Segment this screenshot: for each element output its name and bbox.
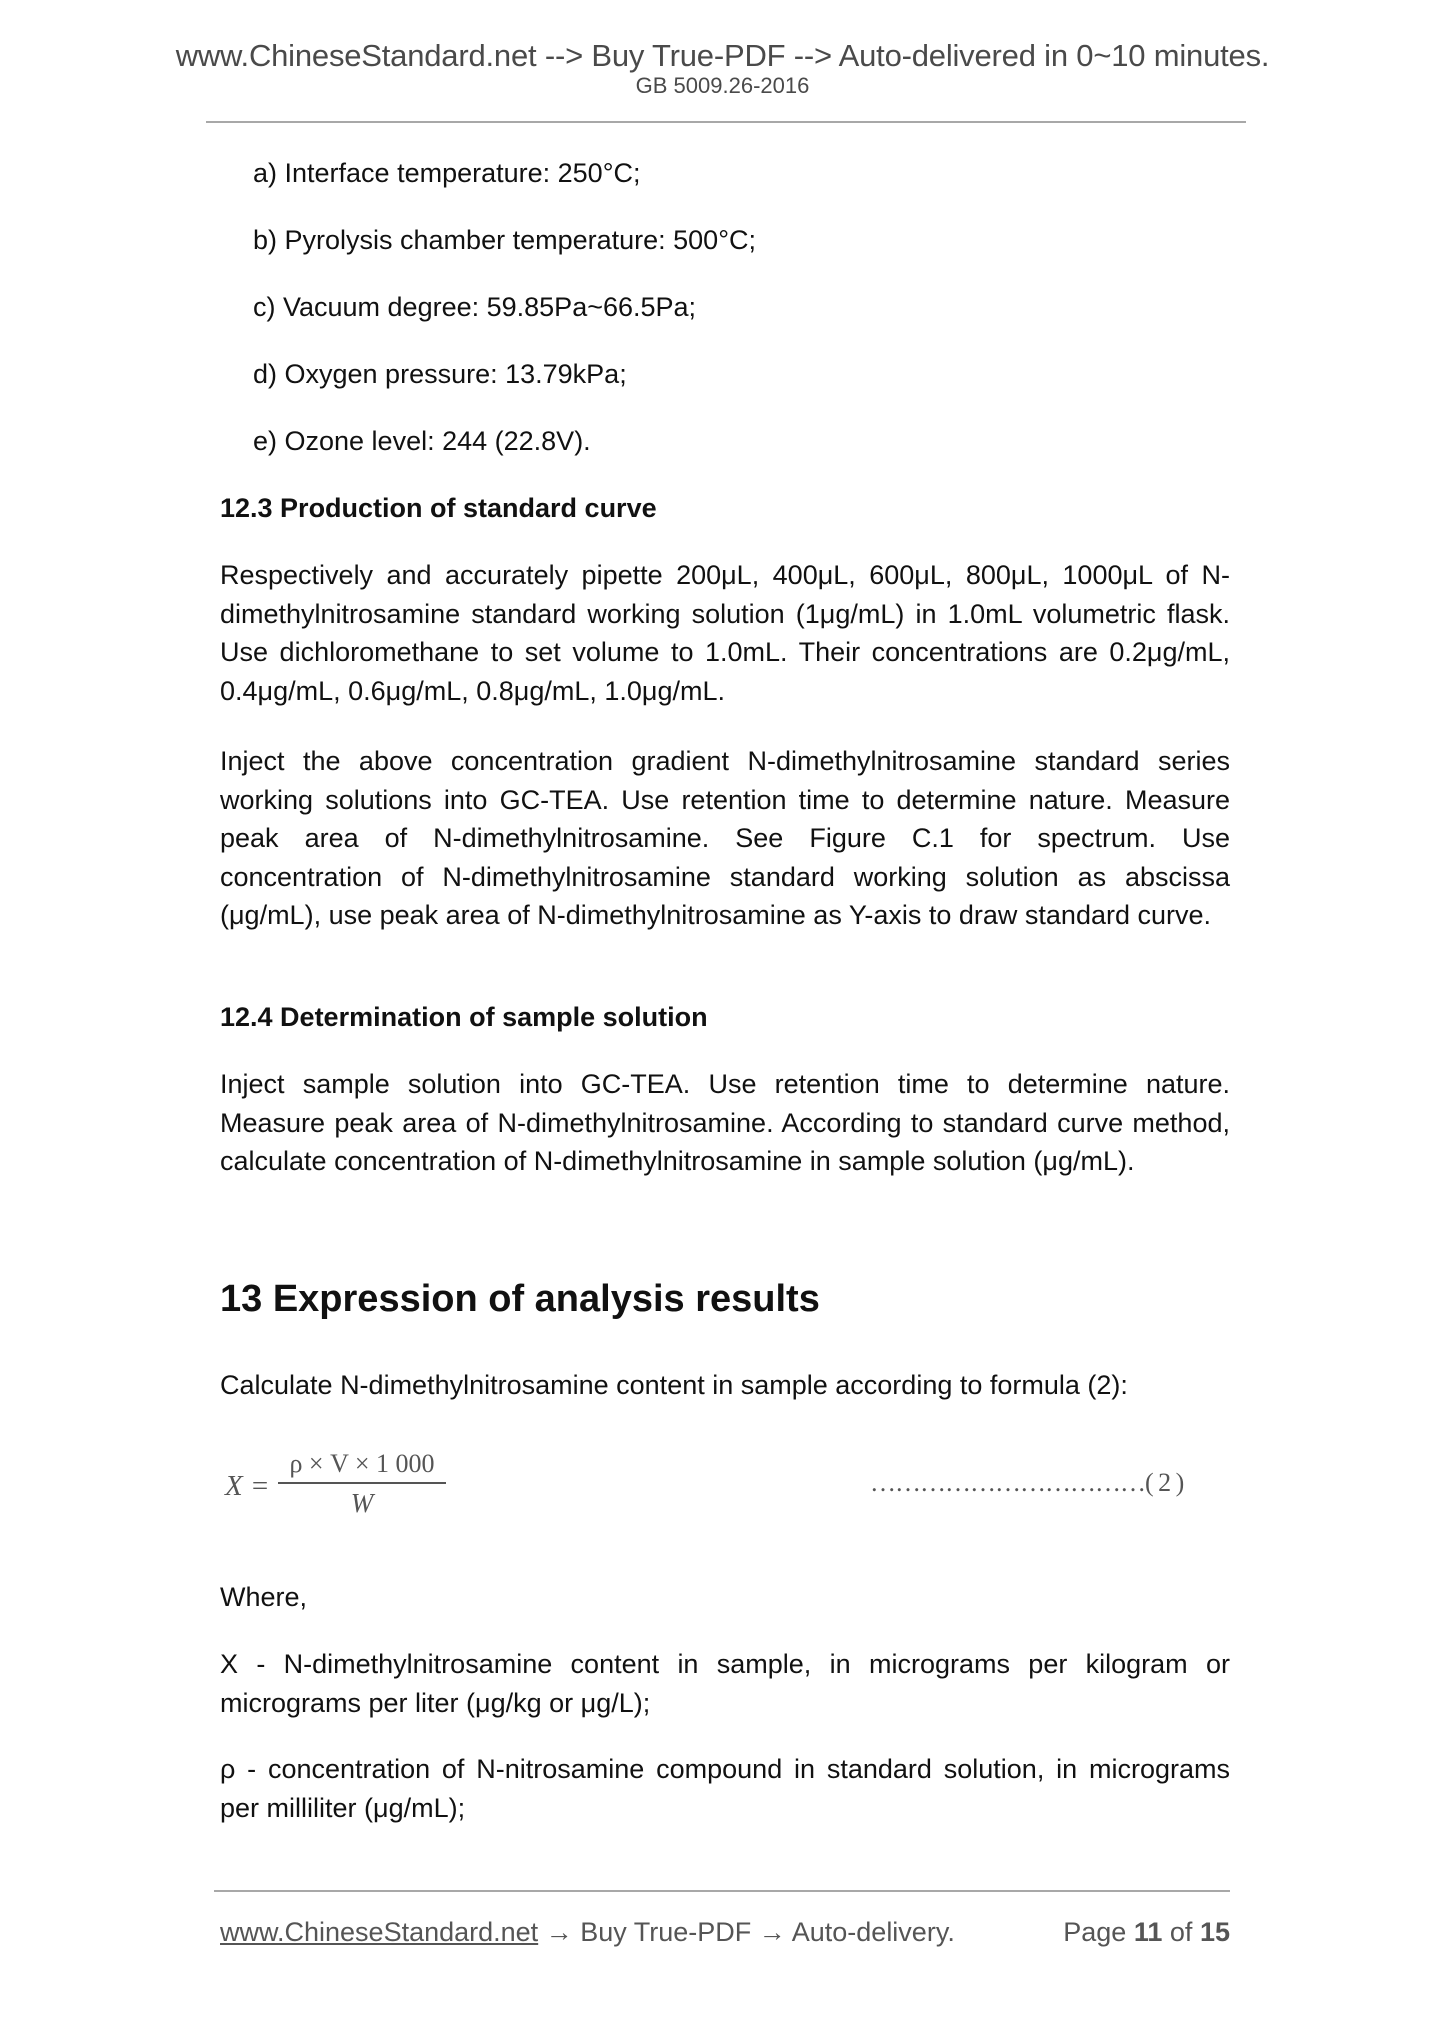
footer [220, 1915, 1230, 1949]
page-of: of [1169, 1917, 1193, 1947]
standard-code: GB 5009.26-2016 [635, 73, 810, 98]
where-label: Where, [220, 1582, 308, 1612]
formula-lhs: X = [225, 1470, 270, 1502]
dot-leader: …………………………… [870, 1468, 1145, 1497]
condition-item: b) Pyrolysis chamber temperature: 500°C; [253, 225, 756, 255]
footer-site-link[interactable]: www.ChineseStandard.net [220, 1917, 539, 1947]
section-heading-13: 13 Expression of analysis results [220, 1278, 820, 1320]
formula-fraction [278, 1448, 446, 1518]
fraction-bar [278, 1482, 446, 1484]
footer-tagline: → Buy True-PDF → Auto-delivery. [538, 1917, 955, 1947]
paragraph-sample-determination: Inject sample solution into GC-TEA. Use retention time to determine nature. Measure peak area of N-dimethylnitrosamine. According to standard curve method, calculate concentration of N-dimethylnitrosamine in sample solution (μg/mL). [220, 1069, 1230, 1176]
definition-rho: ρ - concentration of N-nitrosamine compound in standard solution, in micrograms per milliliter (μg/mL); [220, 1754, 1230, 1823]
page-indicator [1063, 1915, 1230, 1949]
formula-numerator: ρ × V × 1 000 [289, 1449, 435, 1478]
footer-divider [214, 1890, 1230, 1892]
header-divider [206, 121, 1246, 123]
paragraph-standard-curve-prep: Respectively and accurately pipette 200μL, 400μL, 600μL, 800μL, 1000μL of N-dimethylnitrosamine standard working solution (1μg/mL) in 1.0mL volumetric flask. Use dichloromethane to set volume to 1.0mL. Their concentrations are 0.2μg/mL, 0.4μg/mL, 0.6μg/mL, 0.8μg/mL, 1.0μg/mL. [220, 560, 1230, 706]
section-heading-12-3: 12.3 Production of standard curve [220, 493, 657, 523]
definition-x: X - N-dimethylnitrosamine content in sample, in micrograms per kilogram or micrograms per liter (μg/kg or μg/L); [220, 1649, 1230, 1718]
formula-denominator: W [350, 1488, 374, 1518]
condition-item: a) Interface temperature: 250°C; [253, 158, 641, 188]
condition-item: e) Ozone level: 244 (22.8V). [253, 426, 591, 456]
condition-item: d) Oxygen pressure: 13.79kPa; [253, 359, 627, 389]
page-current: 11 [1133, 1917, 1163, 1947]
formula-intro: Calculate N-dimethylnitrosamine content in sample according to formula (2): [220, 1370, 1128, 1400]
page-label: Page [1063, 1917, 1127, 1947]
section-heading-12-4: 12.4 Determination of sample solution [220, 1002, 708, 1032]
header-banner: www.ChineseStandard.net --> Buy True-PDF --> Auto-delivered in 0~10 minutes. [175, 38, 1270, 73]
condition-item: c) Vacuum degree: 59.85Pa~66.5Pa; [253, 292, 697, 322]
page-total: 15 [1199, 1917, 1230, 1947]
paragraph-standard-curve-draw: Inject the above concentration gradient N-dimethylnitrosamine standard series working solutions into GC-TEA. Use retention time to determine nature. Measure peak area of N-dimethylnitrosamine. See Figure C.1 for spectrum. Use concentration of N-dimethylnitrosamine standard working solution as abscissa (μg/mL), use peak area of N-dimethylnitrosamine as Y-axis to draw standard curve. [220, 746, 1230, 930]
formula-number [870, 1468, 1183, 1498]
equation-number: ( 2 ) [1145, 1468, 1184, 1497]
